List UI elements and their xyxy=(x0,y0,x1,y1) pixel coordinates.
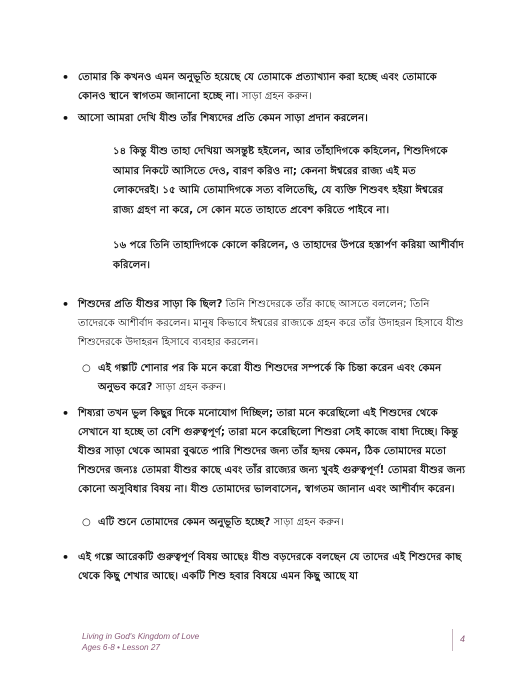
bullet-item xyxy=(62,404,468,499)
bullet-dot: • xyxy=(62,71,70,84)
bullet-question: শিষ্যরা তখন ভুল কিছুর দিকে মনোযোগ দিচ্ছিল; তারা মনে করেছিলো এই শিশুদের থেকে সেখানে যা হচ্ছে তা বেশি গুরুত্বপূর্ণ; তারা মনে করেছিলো শিশুরা সেই কাজে বাধা দিচ্ছে। কিন্তু যীশুর সাড়া থেকে আমরা বুঝতে পারি শিশুদের জন্য তাঁর হৃদয় কেমন, ঠিক তোমাদের মতো শিশুদের জন্যঃ তোমরা যীশুর কাছে এবং তাঁর রাজ্যের জন্য খুবই গুরুত্বপূর্ণ! তোমরা যীশুর জন্য কোনো অসুবিধার বিষয় না। যীশু তোমাদের ভালবাসেন, স্বাগতম জানান এবং আশীর্বাদ করেন। xyxy=(78,408,466,495)
bullet-dot: • xyxy=(62,407,70,420)
footer-lesson-info xyxy=(82,631,199,653)
footer-subtitle: Ages 6-8 • Lesson 27 xyxy=(82,643,160,652)
sub-bullet-item xyxy=(82,359,464,397)
bullet-dot: • xyxy=(62,298,70,311)
bullet-item xyxy=(62,295,468,352)
sub-bullet-item xyxy=(82,513,464,532)
sub-bullet-circle: ○ xyxy=(82,363,91,374)
page-number: 4 xyxy=(460,634,466,644)
scripture-quote: ১৪ কিন্তু যীশু তাহা দেখিয়া অসন্তুষ্ট হইলেন, আর তাঁহাদিগকে কহিলেন, শিশুদিগকে আমার নিকটে আসিতে দেও, বারণ করিও না; কেননা ঈশ্বরের রাজ্য এই মত লোকদেরই। ১৫ আমি তোমাদিগকে সত্য বলিতেছি, যে ব্যক্তি শিশুবৎ হইয়া ঈশ্বরের রাজ্য গ্রহণ না করে, সে কোন মতে তাহাতে প্রবেশ করিতে পাইবে না। xyxy=(113,146,448,216)
bullet-dot: • xyxy=(62,112,70,125)
bullet-item xyxy=(62,109,468,128)
scripture-quote: ১৬ পরে তিনি তাহাদিগকে কোলে করিলেন, ও তাহাদের উপরে হস্তার্পণ করিয়া আশীর্বাদ করিলেন। xyxy=(113,240,464,271)
footer-title: Living in God's Kingdom of Love xyxy=(82,632,200,641)
sub-bullet-response: সাড়া গ্রহন করুন। xyxy=(152,382,226,393)
bullet-question: শিশুদের প্রতি যীশুর সাড়া কি ছিল? xyxy=(78,299,223,310)
bullet-question: তোমার কি কখনও এমন অনুভূতি হয়েছে যে তোমাকে প্রত্যাখ্যান করা হচ্ছে এবং তোমাকে কোনও স্থানে স্বাগতম জানানো হচ্ছে না। xyxy=(78,72,437,102)
sub-bullet-question: এটি শুনে তোমাদের কেমন অনুভূতি হচ্ছে? xyxy=(98,517,271,528)
bullet-question: আসো আমরা দেখি যীশু তাঁর শিষ্যদের প্রতি কেমন সাড়া প্রদান করলেন। xyxy=(78,113,368,124)
bullet-response: তিনি শিশুদেরকে তাঁর কাছে আসতে বললেন; তিনি তাদেরকে আশীর্বাদ করলেন। মানুষ কিভাবে ঈশ্বরের রাজ্যকে গ্রহন করে তাঁর উদাহরন হিসাবে যীশু শিশুদেরকে উদাহরন হিসাবে ব্যবহার করলেন। xyxy=(78,299,464,348)
sub-bullet-response: সাড়া গ্রহন করুন। xyxy=(270,517,344,528)
bullet-response: সাড়া গ্রহন করুন। xyxy=(238,91,312,102)
bullet-question: এই গল্পে আরেকটি গুরুত্বপূর্ণ বিষয় আছেঃ যীশু বড়দেরকে বলছেন যে তাদের এই শিশুদের কাছ থেকে কিছু শেখার আছে। একটি শিশু হবার বিষয়ে এমন কিছু আছে যা xyxy=(78,552,462,582)
sub-bullet-circle: ○ xyxy=(82,517,91,528)
footer-divider xyxy=(452,629,453,651)
bullet-item xyxy=(62,68,468,106)
bullet-item xyxy=(62,548,468,586)
bullet-dot: • xyxy=(62,551,70,564)
sub-bullet-question: এই গল্পটি শোনার পর কি মনে করো যীশু শিশুদের সম্পর্কে কি চিন্তা করেন এবং কেমন অনুভব করে? xyxy=(98,363,442,393)
